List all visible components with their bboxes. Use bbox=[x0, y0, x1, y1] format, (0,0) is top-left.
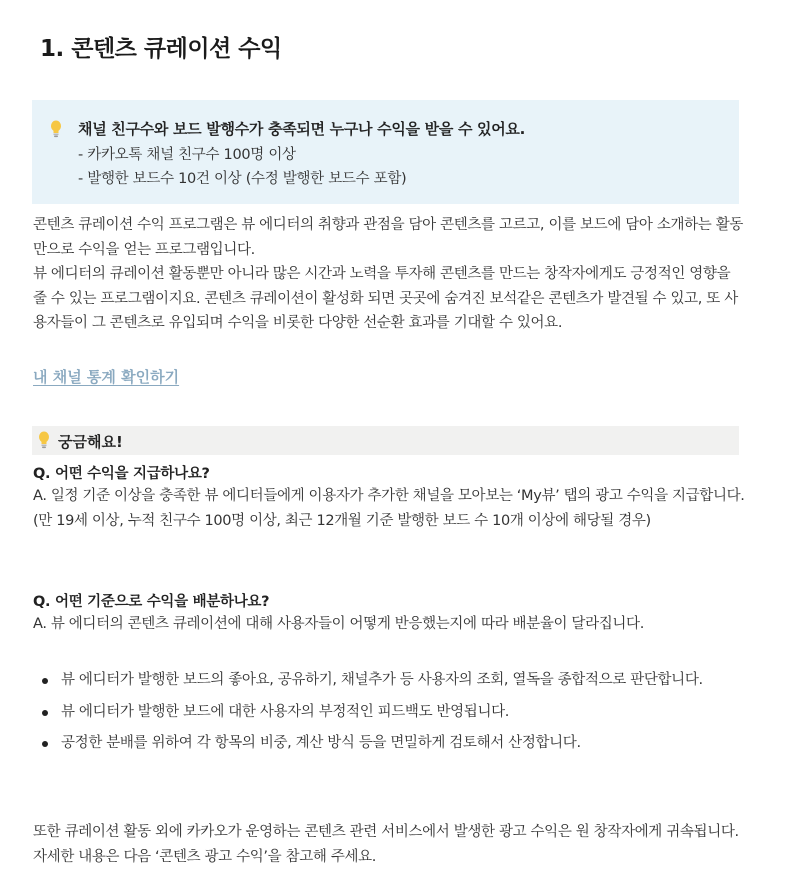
faq-answer: A. 뷰 에디터의 콘텐츠 큐레이션에 대해 사용자들이 어떻게 반응했는지에 따라 배분율이 달라집니다. bbox=[33, 616, 644, 632]
lightbulb-icon bbox=[38, 431, 50, 449]
list-item: 뷰 에디터가 발행한 보드의 좋아요, 공유하기, 채널추가 등 사용자의 조회, 열독을 종합적으로 판단합니다. bbox=[33, 668, 745, 693]
channel-stats-link[interactable]: 내 채널 통계 확인하기 bbox=[33, 368, 180, 386]
intro-text bbox=[33, 213, 745, 336]
info-callout bbox=[32, 100, 739, 204]
faq-answer: A. 일정 기준 이상을 충족한 뷰 에디터들에게 이용자가 추가한 채널을 모아보는 ‘My뷰’ 탭의 광고 수익을 지급합니다. (만 19세 이상, 누적 친구수 100명 이상, 최근 12개월 기준 발행한 보드 수 10개 이상에 해당될 경우) bbox=[33, 488, 745, 529]
faq-title: 궁금해요! bbox=[58, 433, 123, 451]
faq-question: Q. 어떤 기준으로 수익을 배분하나요? bbox=[33, 594, 270, 610]
criteria-list bbox=[33, 668, 745, 763]
callout-item: - 카카오톡 채널 친구수 100명 이상 bbox=[78, 147, 296, 163]
intro-paragraph: 뷰 에디터의 큐레이션 활동뿐만 아니라 많은 시간과 노력을 투자해 콘텐츠를 만드는 창작자에게도 긍정적인 영향을 줄 수 있는 프로그램이지요. 콘텐츠 큐레이션이 활성화 되면 곳곳에 숨겨진 보석같은 콘텐츠가 발견될 수 있고, 또 사용자들이 그 콘텐츠로 유입되며 수익을 비롯한 다양한 선순환 효과를 기대할 수 있어요. bbox=[33, 266, 738, 331]
callout-item: - 발행한 보드수 10건 이상 (수정 발행한 보드수 포함) bbox=[78, 171, 407, 187]
page-title: 1. 콘텐츠 큐레이션 수익 bbox=[40, 36, 282, 62]
list-item: 뷰 에디터가 발행한 보드에 대한 사용자의 부정적인 피드백도 반영됩니다. bbox=[33, 700, 745, 725]
faq-question: Q. 어떤 수익을 지급하나요? bbox=[33, 466, 210, 482]
intro-paragraph: 콘텐츠 큐레이션 수익 프로그램은 뷰 에디터의 취향과 관점을 담아 콘텐츠를 고르고, 이를 보드에 담아 소개하는 활동만으로 수익을 얻는 프로그램입니다. bbox=[33, 217, 744, 258]
callout-title: 채널 친구수와 보드 발행수가 충족되면 누구나 수익을 받을 수 있어요. bbox=[78, 120, 526, 138]
faq-header bbox=[32, 426, 739, 455]
lightbulb-icon bbox=[50, 120, 62, 138]
list-item: 공정한 분배를 위하여 각 항목의 비중, 계산 방식 등을 면밀하게 검토해서 산정합니다. bbox=[33, 731, 745, 756]
footer-text: 또한 큐레이션 활동 외에 카카오가 운영하는 콘텐츠 관련 서비스에서 발생한 광고 수익은 원 창작자에게 귀속됩니다. 자세한 내용은 다음 ‘콘텐츠 광고 수익’을 참고해 주세요. bbox=[33, 824, 739, 865]
